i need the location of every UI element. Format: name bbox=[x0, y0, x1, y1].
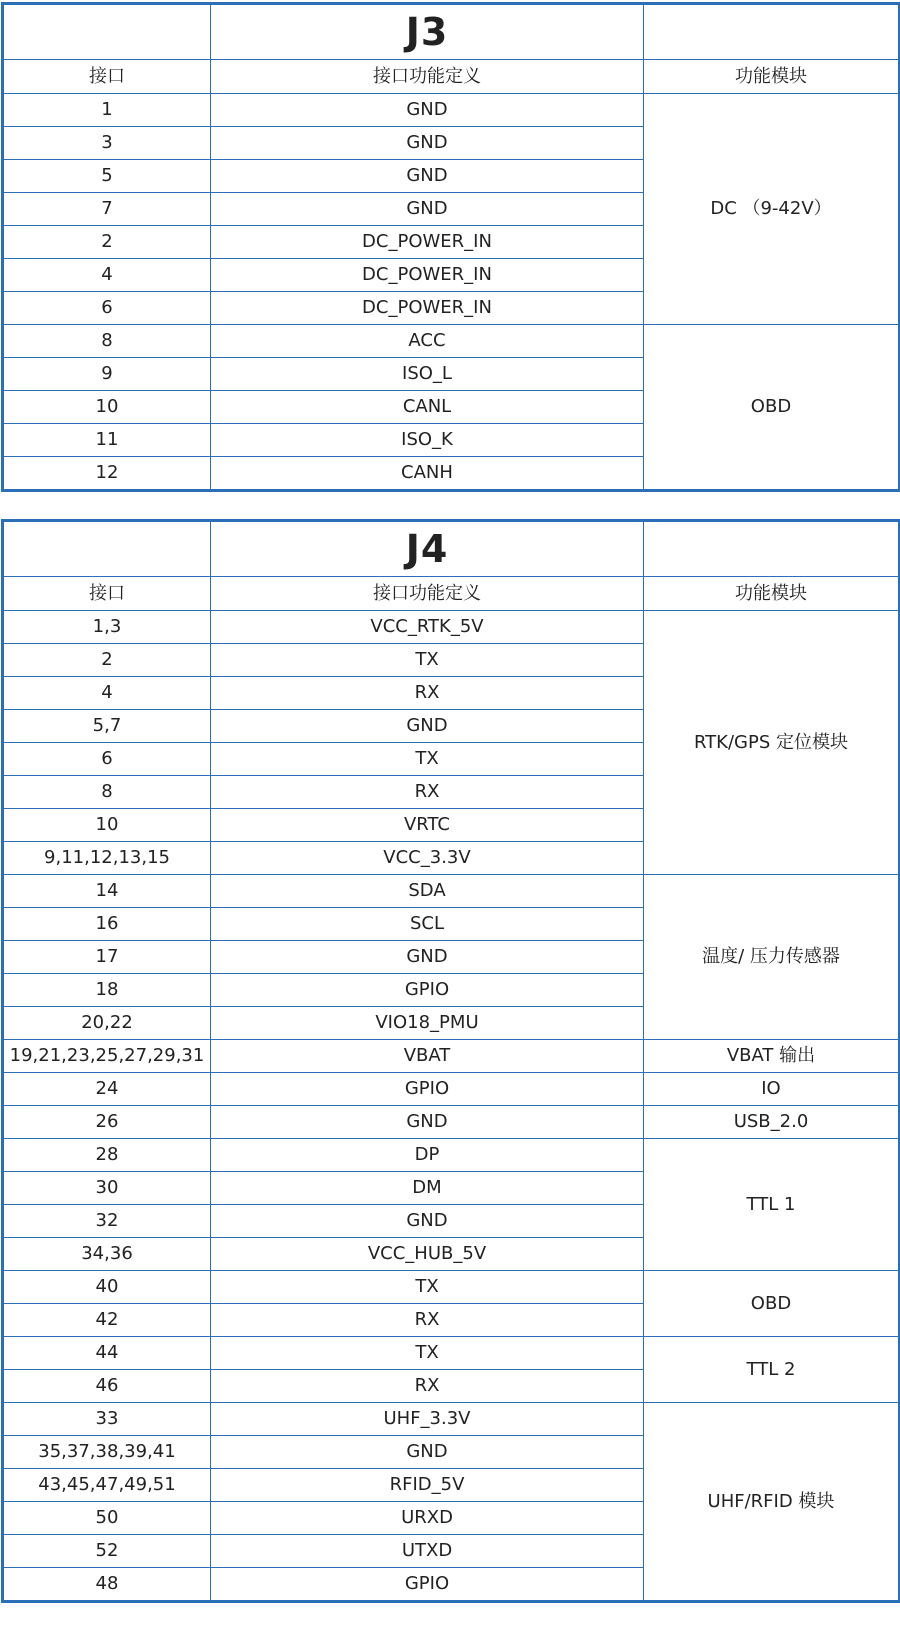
pin-function: CANH bbox=[211, 457, 644, 491]
pin-number: 8 bbox=[3, 776, 211, 809]
module-name: TTL 1 bbox=[644, 1139, 900, 1271]
pin-number: 19,21,23,25,27,29,31 bbox=[3, 1040, 211, 1073]
pin-function: DC_POWER_IN bbox=[211, 226, 644, 259]
pin-function: GND bbox=[211, 1106, 644, 1139]
title-blank-cell bbox=[3, 4, 211, 60]
pin-function: RX bbox=[211, 1304, 644, 1337]
title-blank-cell bbox=[3, 521, 211, 577]
pin-number: 4 bbox=[3, 677, 211, 710]
pin-number: 44 bbox=[3, 1337, 211, 1370]
table-row bbox=[3, 611, 900, 644]
table-title: J3 bbox=[211, 4, 644, 60]
pin-function: VCC_3.3V bbox=[211, 842, 644, 875]
module-name: TTL 2 bbox=[644, 1337, 900, 1403]
pin-function: RX bbox=[211, 677, 644, 710]
table-row bbox=[3, 1040, 900, 1073]
pin-number: 6 bbox=[3, 292, 211, 325]
pin-function: UHF_3.3V bbox=[211, 1403, 644, 1436]
module-name: 温度/ 压力传感器 bbox=[644, 875, 900, 1040]
pin-number: 42 bbox=[3, 1304, 211, 1337]
header-module: 功能模块 bbox=[644, 60, 900, 94]
table-row bbox=[3, 1403, 900, 1436]
pin-function: GND bbox=[211, 941, 644, 974]
module-name: DC （9-42V） bbox=[644, 94, 900, 325]
pin-function: UTXD bbox=[211, 1535, 644, 1568]
module-name: IO bbox=[644, 1073, 900, 1106]
table-row bbox=[3, 1271, 900, 1304]
module-name: USB_2.0 bbox=[644, 1106, 900, 1139]
header-row bbox=[3, 577, 900, 611]
pin-function: GPIO bbox=[211, 974, 644, 1007]
pin-number: 10 bbox=[3, 809, 211, 842]
pin-number: 14 bbox=[3, 875, 211, 908]
pin-number: 7 bbox=[3, 193, 211, 226]
pin-function: DP bbox=[211, 1139, 644, 1172]
table-row bbox=[3, 875, 900, 908]
title-blank-cell bbox=[644, 521, 900, 577]
pin-number: 8 bbox=[3, 325, 211, 358]
pin-number: 9 bbox=[3, 358, 211, 391]
pin-function: ACC bbox=[211, 325, 644, 358]
j3-pin-table bbox=[1, 2, 900, 492]
pin-function: VRTC bbox=[211, 809, 644, 842]
pin-number: 30 bbox=[3, 1172, 211, 1205]
table-row bbox=[3, 1337, 900, 1370]
pin-function: DC_POWER_IN bbox=[211, 292, 644, 325]
pin-number: 48 bbox=[3, 1568, 211, 1602]
pin-function: TX bbox=[211, 743, 644, 776]
pin-function: VCC_RTK_5V bbox=[211, 611, 644, 644]
pin-number: 20,22 bbox=[3, 1007, 211, 1040]
pin-function: DM bbox=[211, 1172, 644, 1205]
pin-number: 3 bbox=[3, 127, 211, 160]
pin-function: GND bbox=[211, 94, 644, 127]
pin-function: RFID_5V bbox=[211, 1469, 644, 1502]
pin-number: 18 bbox=[3, 974, 211, 1007]
table-row bbox=[3, 1139, 900, 1172]
pin-number: 9,11,12,13,15 bbox=[3, 842, 211, 875]
pin-number: 17 bbox=[3, 941, 211, 974]
header-function: 接口功能定义 bbox=[211, 60, 644, 94]
pin-function: RX bbox=[211, 1370, 644, 1403]
table-row bbox=[3, 325, 900, 358]
module-name: UHF/RFID 模块 bbox=[644, 1403, 900, 1602]
pin-function: TX bbox=[211, 644, 644, 677]
pin-number: 32 bbox=[3, 1205, 211, 1238]
pin-number: 40 bbox=[3, 1271, 211, 1304]
pin-function: GPIO bbox=[211, 1073, 644, 1106]
title-blank-cell bbox=[644, 4, 900, 60]
pin-function: URXD bbox=[211, 1502, 644, 1535]
pin-function: GND bbox=[211, 127, 644, 160]
pin-number: 24 bbox=[3, 1073, 211, 1106]
header-pin: 接口 bbox=[3, 577, 211, 611]
pin-function: ISO_L bbox=[211, 358, 644, 391]
module-name: RTK/GPS 定位模块 bbox=[644, 611, 900, 875]
pin-number: 46 bbox=[3, 1370, 211, 1403]
pin-function: TX bbox=[211, 1271, 644, 1304]
pin-function: GPIO bbox=[211, 1568, 644, 1602]
module-name: OBD bbox=[644, 1271, 900, 1337]
pin-number: 52 bbox=[3, 1535, 211, 1568]
pin-number: 12 bbox=[3, 457, 211, 491]
pin-function: GND bbox=[211, 1436, 644, 1469]
pin-function: ISO_K bbox=[211, 424, 644, 457]
pin-function: VBAT bbox=[211, 1040, 644, 1073]
pin-number: 50 bbox=[3, 1502, 211, 1535]
module-name: OBD bbox=[644, 325, 900, 491]
pin-number: 1,3 bbox=[3, 611, 211, 644]
table-title: J4 bbox=[211, 521, 644, 577]
pin-number: 5 bbox=[3, 160, 211, 193]
pin-number: 2 bbox=[3, 644, 211, 677]
table-row bbox=[3, 1106, 900, 1139]
header-row bbox=[3, 60, 900, 94]
pin-function: SCL bbox=[211, 908, 644, 941]
pin-number: 4 bbox=[3, 259, 211, 292]
pin-function: RX bbox=[211, 776, 644, 809]
pin-number: 33 bbox=[3, 1403, 211, 1436]
pin-number: 26 bbox=[3, 1106, 211, 1139]
header-function: 接口功能定义 bbox=[211, 577, 644, 611]
pin-number: 1 bbox=[3, 94, 211, 127]
header-module: 功能模块 bbox=[644, 577, 900, 611]
pin-number: 2 bbox=[3, 226, 211, 259]
pin-number: 35,37,38,39,41 bbox=[3, 1436, 211, 1469]
pin-function: CANL bbox=[211, 391, 644, 424]
pin-number: 43,45,47,49,51 bbox=[3, 1469, 211, 1502]
pin-number: 34,36 bbox=[3, 1238, 211, 1271]
pin-number: 11 bbox=[3, 424, 211, 457]
table-row bbox=[3, 1073, 900, 1106]
pin-number: 16 bbox=[3, 908, 211, 941]
pin-function: GND bbox=[211, 1205, 644, 1238]
pin-function: VCC_HUB_5V bbox=[211, 1238, 644, 1271]
pin-function: GND bbox=[211, 160, 644, 193]
j4-pin-table bbox=[1, 519, 900, 1603]
module-name: VBAT 输出 bbox=[644, 1040, 900, 1073]
pin-function: SDA bbox=[211, 875, 644, 908]
pin-function: GND bbox=[211, 710, 644, 743]
pin-function: DC_POWER_IN bbox=[211, 259, 644, 292]
header-pin: 接口 bbox=[3, 60, 211, 94]
pin-function: GND bbox=[211, 193, 644, 226]
pin-number: 10 bbox=[3, 391, 211, 424]
pin-function: VIO18_PMU bbox=[211, 1007, 644, 1040]
pin-number: 6 bbox=[3, 743, 211, 776]
pin-number: 28 bbox=[3, 1139, 211, 1172]
pin-number: 5,7 bbox=[3, 710, 211, 743]
table-row bbox=[3, 94, 900, 127]
pin-function: TX bbox=[211, 1337, 644, 1370]
